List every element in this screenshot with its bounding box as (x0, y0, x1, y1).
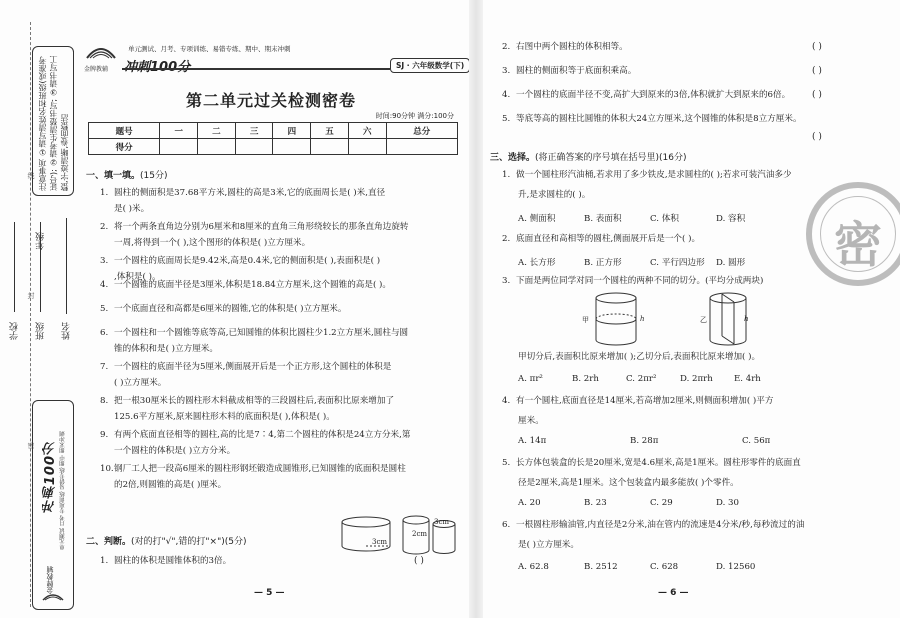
fill-question-line (114, 344, 218, 355)
center-fold (469, 0, 483, 618)
fill-question-line (100, 430, 410, 441)
choice-option[interactable]: B. 2512 (584, 562, 618, 572)
section1-title (86, 168, 168, 181)
fill-question-line (114, 238, 310, 249)
judge-question (502, 42, 628, 53)
fig-label-h2: h (744, 315, 749, 323)
stamp-text: 密 (833, 217, 882, 273)
section2-title (86, 534, 246, 547)
score-table-header-row (89, 123, 458, 139)
question-text: 厘米。 (518, 416, 544, 426)
fill-question-line (114, 412, 335, 423)
choice-option[interactable]: A. πr² (518, 374, 543, 384)
question-number: 5. (502, 458, 511, 468)
question-text: ,体积是( )。 (114, 272, 161, 282)
cut-line (30, 22, 31, 607)
choice-question-line (502, 170, 792, 181)
choice-option[interactable]: A. 14π (518, 436, 547, 446)
judge-question (502, 66, 636, 77)
choice-question-line (502, 520, 804, 531)
fig-label-h1: h (640, 315, 645, 323)
fill-question-line (100, 280, 391, 291)
choice-option[interactable]: D. 2πrh (680, 374, 713, 384)
choice-question-line (518, 352, 760, 363)
page-number-left: — 5 — (254, 588, 285, 598)
side-publisher: 金牌教辅 (46, 566, 54, 594)
answer-paren[interactable]: ( ) (414, 556, 424, 566)
question-number: 1. (100, 556, 109, 566)
choice-option[interactable]: B. 正方形 (584, 258, 622, 268)
secret-stamp (806, 182, 900, 286)
choice-question-line (502, 276, 763, 287)
question-text: 是( )米。 (114, 204, 150, 214)
judge-question (502, 114, 802, 125)
score-input-cell[interactable] (198, 139, 236, 155)
choice-option[interactable]: E. 4rh (734, 374, 761, 384)
fig-label-jia: 甲 (582, 316, 589, 324)
page-number-right: — 6 — (658, 588, 689, 598)
choice-option[interactable]: B. 28π (630, 436, 659, 446)
grade-badge: SJ · 六年级数学(下) (390, 58, 470, 73)
question-text: 125.6平方厘米,原来圆柱形木料的底面积是( ),体积是( )。 (114, 412, 335, 422)
fill-question-line (100, 396, 394, 407)
fill-question-line (114, 378, 166, 389)
question-text: 下面是两位同学对同一个圆柱的两种不同的切分。(平均分成两块) (516, 276, 764, 286)
section3-title (490, 150, 687, 163)
name-field[interactable] (66, 218, 67, 314)
question-number: 3. (502, 66, 511, 76)
question-number: 4. (502, 396, 511, 406)
question-text: 做一个圆柱形汽油桶,若求用了多少铁皮,是求圆柱的( );若求可装汽油多少 (516, 170, 792, 180)
fig-label-yi: 乙 (700, 316, 707, 324)
section3-note: (将正确答案的序号填在括号里)(16分) (535, 153, 687, 163)
score-table (88, 122, 458, 155)
score-input-cell[interactable] (160, 139, 198, 155)
section1-note: (15分) (140, 171, 168, 181)
cut-mark-line: 线 (27, 172, 35, 179)
choice-option[interactable]: A. 20 (518, 498, 541, 508)
section1-heading: 一、填一填。 (86, 171, 141, 181)
judge-question (502, 90, 790, 101)
question-text: 的2倍,则圆锥的高是( )厘米。 (114, 480, 227, 490)
score-cell: 得分 (89, 139, 160, 155)
header-brand: 冲刺100分 (124, 60, 191, 75)
choice-option[interactable]: A. 长方形 (518, 258, 556, 268)
question-text: 一周,将得到一个( ),这个图形的体积是( )立方厘米。 (114, 238, 311, 248)
fill-question-line (100, 362, 391, 373)
score-cell: 五 (311, 123, 349, 139)
question-number: 3. (502, 276, 511, 286)
notice-box (32, 46, 74, 196)
class-label: 班级 (36, 322, 46, 340)
judge-question (100, 556, 231, 567)
school-label: 学校 (10, 322, 20, 340)
fill-question-line (114, 446, 235, 457)
book-logo-icon (41, 586, 65, 602)
question-text: 一个圆柱的底面半径为5厘米,侧面展开后是一个正方形,这个圆柱的体积是 (114, 362, 392, 372)
question-text: 一个圆锥的底面半径是3厘米,体积是18.84立方厘米,这个圆锥的高是( )。 (114, 280, 392, 290)
question-text: 圆柱的侧面积是37.68平方米,圆柱的高是3米,它的底面周长是( )米,直径 (114, 188, 386, 198)
score-input-cell[interactable] (386, 139, 457, 155)
question-text: 甲切分后,表面积比原来增加( );乙切分后,表面积比原来增加( )。 (518, 352, 761, 362)
score-cell: 一 (160, 123, 198, 139)
choice-question-line (502, 458, 801, 469)
score-cell: 四 (273, 123, 311, 139)
binding-strip (4, 22, 78, 607)
question-text: 一个圆柱的底面半径不变,高扩大到原来的3倍,体积就扩大到原来的6倍。 (516, 90, 791, 100)
choice-option[interactable]: A. 侧面积 (518, 214, 556, 224)
left-page (82, 22, 465, 612)
score-input-cell[interactable] (348, 139, 386, 155)
score-cell: 总分 (386, 123, 457, 139)
right-page (490, 22, 900, 612)
question-text: 一个底面直径和高都是6厘米的圆锥,它的体积是( )立方厘米。 (114, 304, 347, 314)
choice-option[interactable]: C. 628 (650, 562, 679, 572)
choice-question-line (518, 478, 739, 489)
question-text: 一个圆柱的体积是( )立方分米。 (114, 446, 236, 456)
question-text: 一个圆柱和一个圆锥等底等高,已知圆锥的体积比圆柱少1.2立方厘米,圆柱与圆 (114, 328, 409, 338)
choice-option[interactable]: D. 圆形 (716, 258, 746, 268)
question-number: 4. (502, 90, 511, 100)
question-number: 1. (100, 188, 109, 198)
choice-option[interactable]: B. 2rh (572, 374, 599, 384)
section2-heading: 二、判断。 (86, 537, 132, 547)
question-text: 有两个底面直径相等的圆柱,高的比是7∶4,第二个圆柱的体积是24立方分米,第 (114, 430, 411, 440)
question-number: 1. (502, 170, 511, 180)
fill-question-line (100, 188, 385, 199)
choice-option[interactable]: D. 容积 (716, 214, 746, 224)
notice-text: 注意事项 ①请写清姓名和班级(或准考证号); ②请考生清楚书写; ③请书写工整,字迹清晰,卷面整洁 (38, 55, 69, 191)
question-number: 2. (100, 222, 109, 232)
choice-question-line (502, 396, 773, 407)
question-number: 2. (502, 42, 511, 52)
fill-question-line (114, 480, 226, 491)
cylinder-cut-figure (586, 290, 786, 352)
choice-option[interactable]: C. 29 (650, 498, 673, 508)
exam-title: 第二单元过关检测密卷 (185, 91, 356, 110)
section3-heading: 三、选择。 (490, 153, 536, 163)
question-text: 圆柱的体积是圆锥体积的3倍。 (114, 556, 232, 566)
exam-meta: 时间:90分钟 满分:100分 (375, 112, 454, 120)
choice-option[interactable]: C. 56π (742, 436, 771, 446)
header-publisher: 金牌教辅 (84, 66, 109, 73)
grade-label: 年级 (36, 232, 46, 250)
question-number: 5. (502, 114, 511, 124)
header-rule (122, 68, 390, 70)
question-text: 把一根30厘米长的圆柱形木料截成相等的三段圆柱后,表面积比原来增加了 (114, 396, 395, 406)
choice-question-line (518, 540, 579, 551)
question-text: 圆柱的侧面积等于底面积乘高。 (516, 66, 637, 76)
score-cell: 题号 (89, 123, 160, 139)
score-table-score-row (89, 139, 458, 155)
fill-question-line (100, 464, 406, 475)
question-text: 一个圆柱的底面周长是9.42米,高是0.4米,它的侧面积是( ),表面积是( ) (114, 256, 381, 266)
side-logo-box (32, 400, 74, 610)
question-text: 钢厂工人把一段高6厘米的圆柱形钢坯锻造成圆锥形,已知圆锥的底面积是圆柱 (114, 464, 406, 474)
choice-option[interactable]: B. 23 (584, 498, 607, 508)
section2-note: (对的打"√",错的打"×")(5分) (131, 537, 247, 547)
question-number: 7. (100, 362, 109, 372)
answer-paren[interactable]: ( ) (812, 132, 822, 142)
question-text: 锥的体积和是( )立方厘米。 (114, 344, 218, 354)
question-text: 将一个两条直角边分别为6厘米和8厘米的直角三角形绕较长的那条直角边旋转 (114, 222, 409, 232)
answer-paren[interactable]: ( ) (812, 66, 822, 76)
score-cell: 三 (235, 123, 273, 139)
question-number: 9. (100, 430, 109, 440)
side-brand: 冲刺100分 (43, 441, 58, 514)
cyl-label-c: 3cm (434, 518, 450, 526)
page-header (84, 30, 465, 78)
fill-question-line (100, 256, 380, 267)
choice-option[interactable]: C. 体积 (650, 214, 679, 224)
fill-question-line (114, 204, 149, 215)
cyl-label-b: 2cm (412, 530, 428, 538)
choice-option[interactable]: B. 表面积 (584, 214, 622, 224)
question-number: 6. (100, 328, 109, 338)
cut-mark-seal: 封 (27, 292, 35, 299)
choice-question-line (502, 234, 700, 245)
question-text: 长方体包装盒的长是20厘米,宽是4.6厘米,高是1厘米。圆柱形零件的底面直 (516, 458, 801, 468)
choice-option[interactable]: C. 2πr² (626, 374, 657, 384)
question-text: 底面直径和高相等的圆柱,侧面展开后是一个( )。 (516, 234, 701, 244)
question-number: 8. (100, 396, 109, 406)
question-number: 10. (100, 464, 114, 474)
question-text: ( )立方厘米。 (114, 378, 167, 388)
book-logo-icon (84, 32, 118, 62)
score-cell: 二 (198, 123, 236, 139)
answer-paren[interactable]: ( ) (812, 42, 822, 52)
choice-option[interactable]: C. 平行四边形 (650, 258, 705, 268)
fill-question-line (100, 328, 408, 339)
fill-question-line (100, 222, 409, 233)
score-input-cell[interactable] (235, 139, 273, 155)
question-number: 6. (502, 520, 511, 530)
cyl-label-a: 3cm (372, 538, 388, 546)
question-number: 5. (100, 304, 109, 314)
question-text: 是( )立方厘米。 (518, 540, 579, 550)
choice-option[interactable]: D. 12560 (716, 562, 756, 572)
question-number: 2. (502, 234, 511, 244)
header-tags: 单元测试、月考、专项训练、易错专练、期中、期末冲刺 (128, 45, 291, 53)
school-field[interactable] (14, 222, 15, 312)
score-input-cell[interactable] (273, 139, 311, 155)
choice-question-line (518, 190, 590, 201)
fill-question-line (100, 304, 346, 315)
question-text: 等底等高的圆柱比圆锥的体积大24立方厘米,这个圆锥的体积是8立方厘米。 (516, 114, 802, 124)
cut-mark-secret: 密 (27, 442, 35, 449)
question-number: 3. (100, 256, 109, 266)
question-text: 一根圆柱形输油管,内直径是2分米,油在管内的流速是4分米/秒,每秒流过的油 (516, 520, 805, 530)
answer-paren[interactable]: ( ) (812, 90, 822, 100)
choice-option[interactable]: A. 62.8 (518, 562, 549, 572)
question-text: 径是2厘米,高是1厘米。这个包装盒内最多能放( )个零件。 (518, 478, 739, 488)
score-cell: 六 (348, 123, 386, 139)
choice-question-line (518, 416, 544, 427)
question-text: 升,是求圆柱的( )。 (518, 190, 591, 200)
score-input-cell[interactable] (311, 139, 349, 155)
side-brand-subtitle: 单元测试 月考 专项训练 易错专练 期中 期末冲刺 (60, 431, 66, 550)
question-number: 4. (100, 280, 109, 290)
question-text: 有一个圆柱,底面直径是14厘米,若高增加2厘米,则侧面积增加( )平方 (516, 396, 774, 406)
question-text: 右图中两个圆柱的体积相等。 (516, 42, 628, 52)
name-label: 姓名 (62, 322, 72, 340)
choice-option[interactable]: D. 30 (716, 498, 739, 508)
